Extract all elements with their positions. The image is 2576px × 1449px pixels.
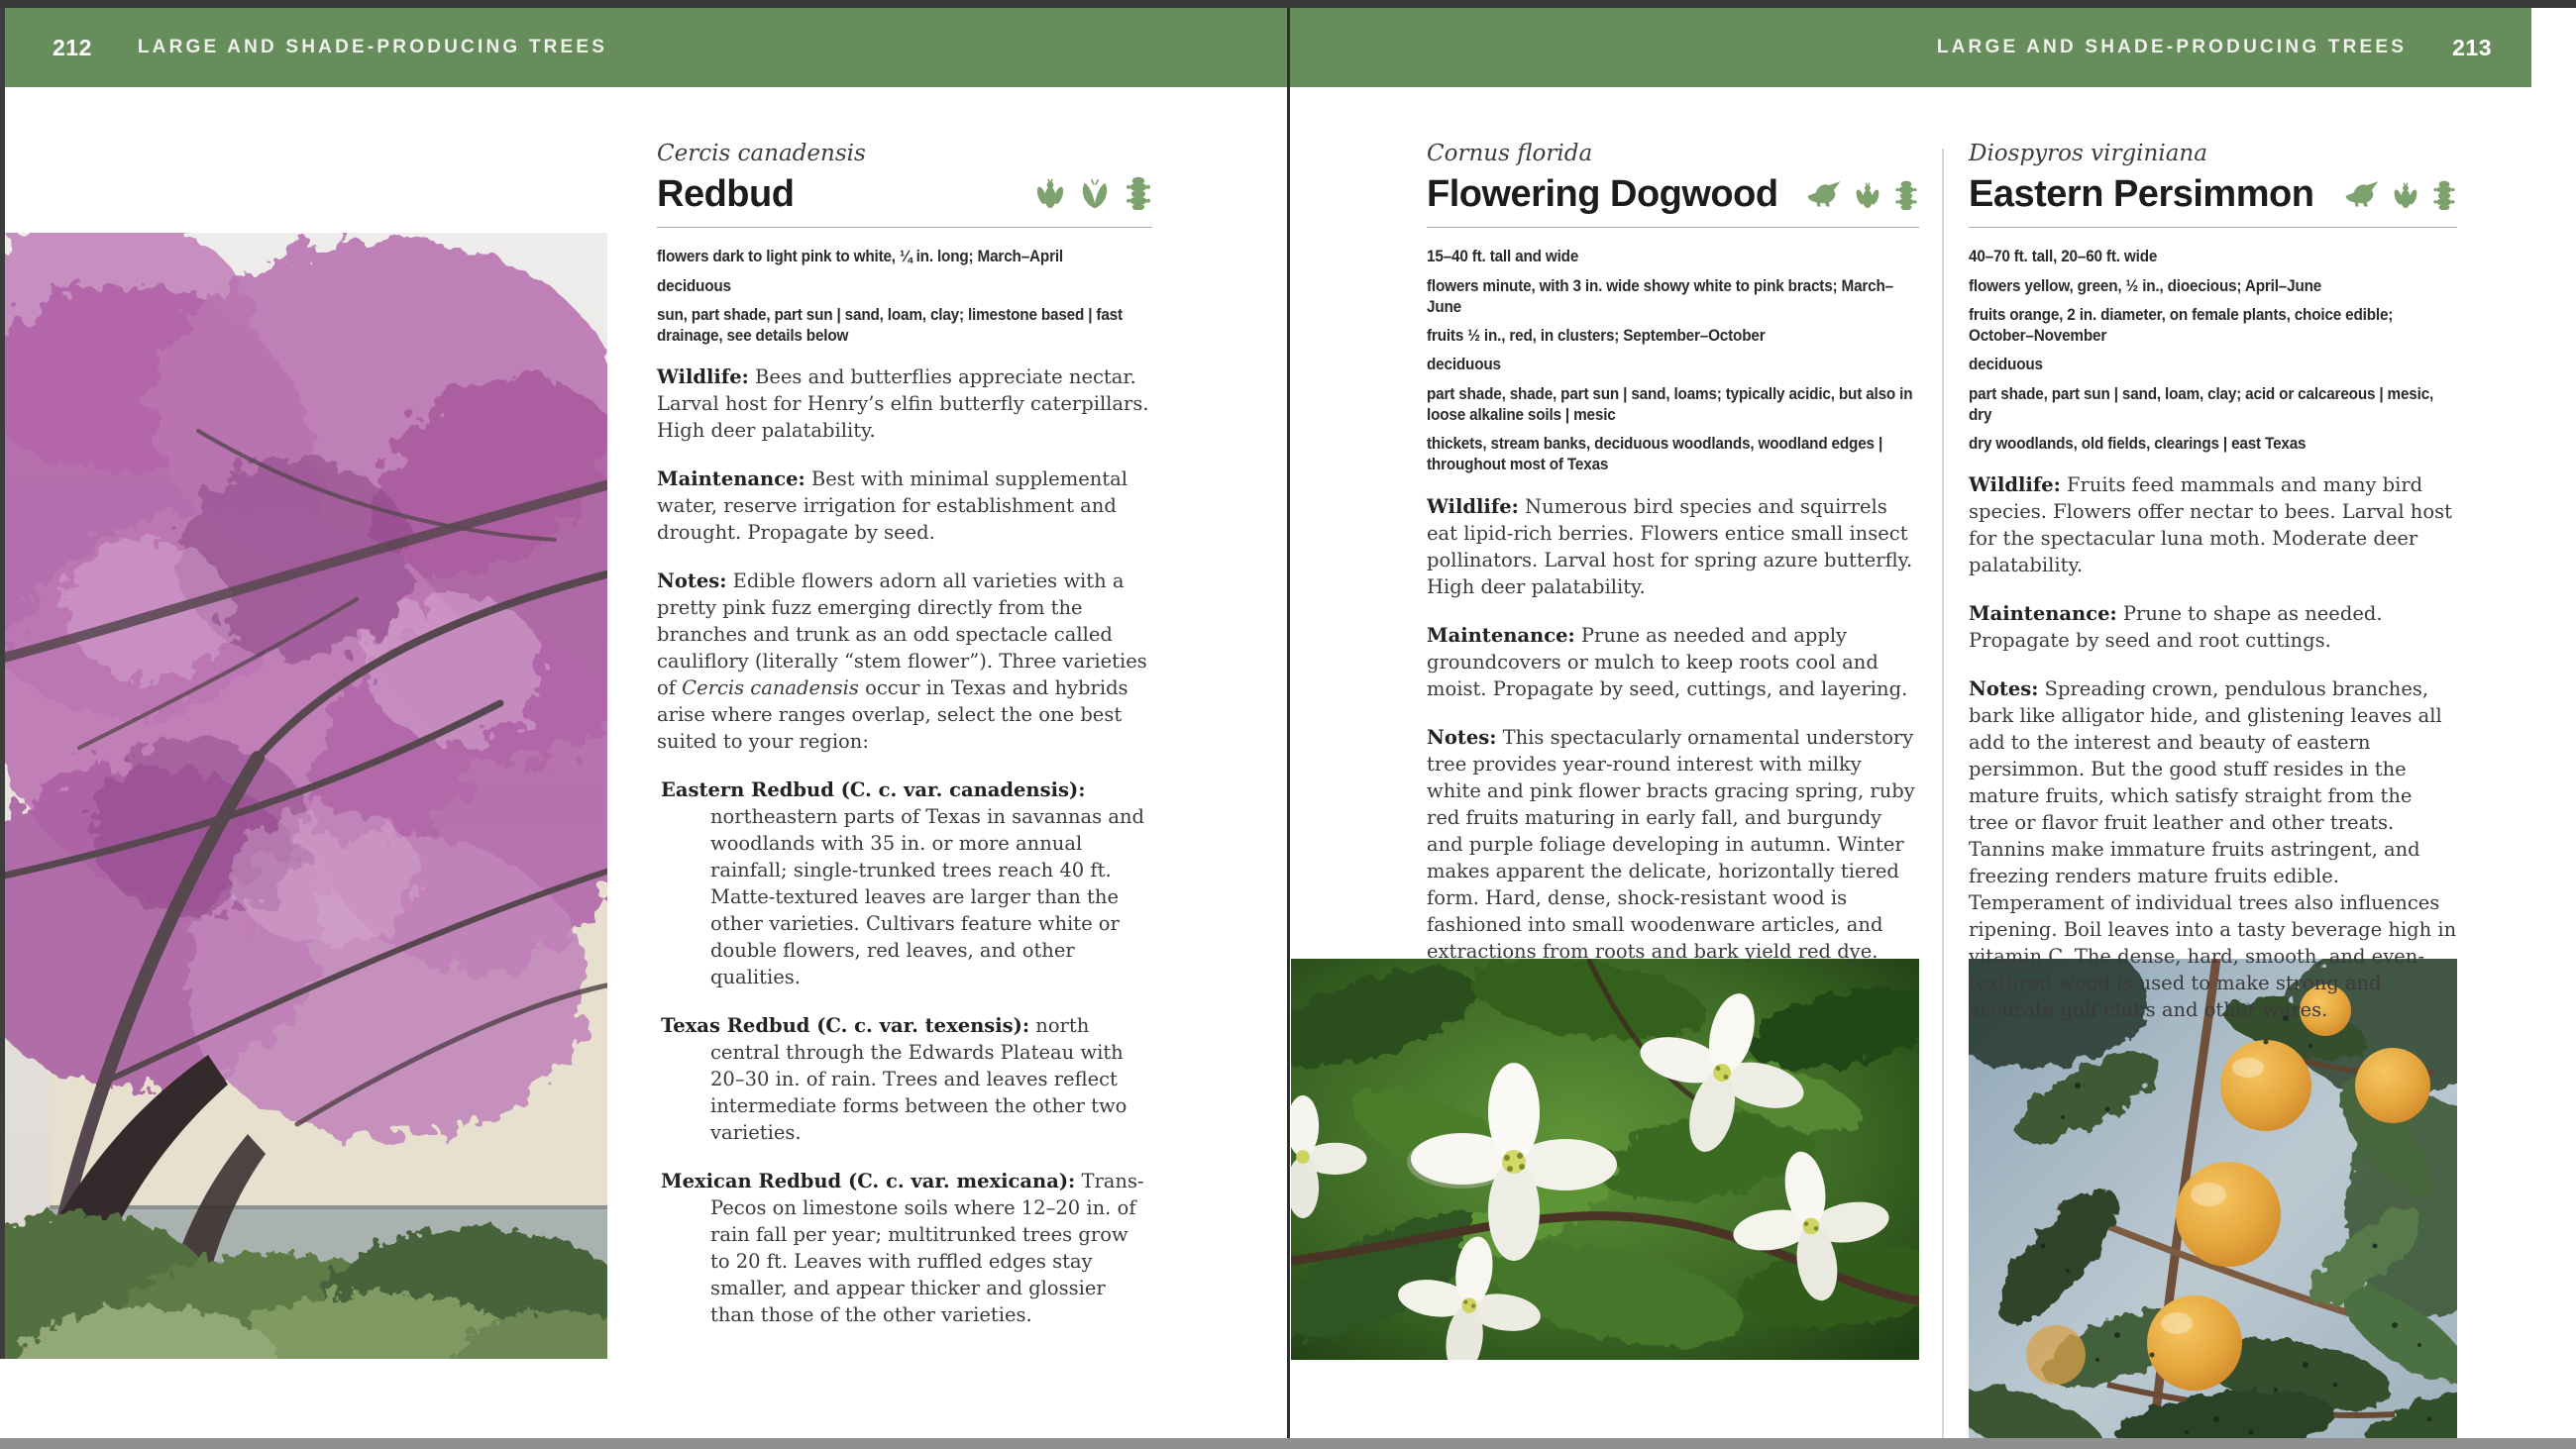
persimmon-title: Eastern Persimmon xyxy=(1969,172,2314,215)
fact-habitat: dry woodlands, old fields, clearings | east Texas xyxy=(1969,434,2307,454)
persimmon-maintenance-paragraph: Maintenance: Prune to shape as needed. Propagate by seed and root cuttings. xyxy=(1969,602,2383,653)
persimmon-latin-name: Diospyros virginiana xyxy=(1969,141,2207,166)
entry-persimmon xyxy=(1969,141,2457,1045)
caterpillar-icon xyxy=(1125,176,1152,210)
page-top-edge xyxy=(0,0,2576,8)
redbud-quick-facts xyxy=(657,246,1152,346)
fact-site: sun, part shade, part sun | sand, loam, clay; limestone based | fast drainage, see details below xyxy=(657,304,1123,346)
dogwood-wildlife-icons xyxy=(1806,180,1919,215)
bird-icon xyxy=(1806,180,1842,210)
title-rule xyxy=(1969,227,2457,228)
redbud-variety-list xyxy=(657,776,1152,1328)
fact-fruits: fruits orange, 2 in. diameter, on female plants, choice edible; October–November xyxy=(1969,304,2394,346)
dogwood-quick-facts xyxy=(1427,246,1919,474)
fact-foliage: deciduous xyxy=(657,275,731,295)
redbud-wildlife-paragraph: Wildlife: Bees and butterflies appreciate nectar. Larval host for Henry’s elfin butterfly caterpillars. High deer palatability. xyxy=(657,365,1149,443)
title-rule xyxy=(1427,227,1919,228)
fact-fruits: fruits ½ in., red, in clusters; September–October xyxy=(1427,326,1766,346)
caterpillar-icon xyxy=(2431,180,2457,210)
running-head-left: LARGE AND SHADE-PRODUCING TREES xyxy=(137,37,608,57)
fact-habitat: thickets, stream banks, deciduous woodlands, woodland edges | throughout most of Texas xyxy=(1427,434,1883,474)
fact-site: part shade, shade, part sun | sand, loams; typically acidic, but also in loose alkaline soils | mesic xyxy=(1427,383,1913,424)
running-head-right: LARGE AND SHADE-PRODUCING TREES xyxy=(1936,37,2408,57)
variety-eastern-redbud: Eastern Redbud (C. c. var. canadensis): northeastern parts of Texas in savannas and woodlands with 35 in. or more annual rainfall; single-trunked trees reach 40 ft. Matte-textured leaves are larger than the other varieties. Cultivars feature white or double flowers, red leaves, and other qualities. xyxy=(661,778,1145,989)
page-number-left: 212 xyxy=(53,34,92,60)
entry-dogwood xyxy=(1427,141,1919,986)
fact-foliage: deciduous xyxy=(1427,355,1501,374)
fact-size: 15–40 ft. tall and wide xyxy=(1427,247,1579,266)
fact-size: 40–70 ft. tall, 20–60 ft. wide xyxy=(1969,247,2158,266)
dogwood-latin-name: Cornus florida xyxy=(1427,141,1593,166)
dogwood-notes-paragraph: Notes: This spectacularly ornamental understory tree provides year-round interest with milky white and pink flower bracts gracing spring, ruby red fruits maturing in early fall, and burgundy and purple foliage developing in autumn. Winter makes apparent the delicate, horizontally tiered form. Hard, dense, shock-resistant wood is fashioned into small woodenware articles, and extractions from roots and bark yield red dye. xyxy=(1427,725,1915,963)
header-left xyxy=(53,35,607,61)
moth-icon xyxy=(1078,176,1112,210)
persimmon-wildlife-icons xyxy=(2344,180,2457,215)
variety-mexican-redbud: Mexican Redbud (C. c. var. mexicana): Trans-Pecos on limestone soils where 12–20 in. of rain fall per year; multitrunked trees grow to 20 ft. Leaves with ruffled edges stay smaller, and appear thicker and glossier than those of the other varieties. xyxy=(661,1170,1144,1327)
dogwood-title: Flowering Dogwood xyxy=(1427,172,1778,215)
fact-foliage: deciduous xyxy=(1969,355,2043,374)
redbud-tree-photo xyxy=(0,233,607,1359)
redbud-maintenance-paragraph: Maintenance: Best with minimal supplemental water, reserve irrigation for establishment and drought. Propagate by seed. xyxy=(657,467,1127,545)
persimmon-wildlife-paragraph: Wildlife: Fruits feed mammals and many bird species. Flowers offer nectar to bees. Larval host for the spectacular luna moth. Moderate deer palatability. xyxy=(1969,473,2452,577)
redbud-latin-name: Cercis canadensis xyxy=(657,141,866,166)
caterpillar-icon xyxy=(1893,180,1919,210)
fact-flowers: flowers dark to light pink to white, ¼ in. long; March–April xyxy=(657,247,1063,266)
dogwood-maintenance-paragraph: Maintenance: Prune as needed and apply groundcovers or mulch to keep roots cool and moist. Propagate by seed, cuttings, and layering. xyxy=(1427,623,1908,700)
title-rule xyxy=(657,227,1152,228)
redbud-title: Redbud xyxy=(657,172,795,215)
fact-flowers: flowers yellow, green, ½ in., dioecious; April–June xyxy=(1969,275,2322,295)
running-header-bar xyxy=(5,8,2531,87)
fact-site: part shade, part sun | sand, loam, clay; acid or calcareous | mesic, dry xyxy=(1969,383,2434,424)
page-left-edge xyxy=(0,0,5,1359)
page-number-right: 213 xyxy=(2452,34,2492,60)
bird-icon xyxy=(2344,180,2380,210)
fact-flowers: flowers minute, with 3 in. wide showy white to pink bracts; March–June xyxy=(1427,275,1894,316)
bee-icon xyxy=(1035,176,1065,210)
redbud-notes-paragraph: Notes: Edible flowers adorn all varieties with a pretty pink fuzz emerging directly from the branches and trunk as an odd spectacle called cauliflory (literally “stem flower”). Three varieties of Cercis canadensis occur in Texas and hybrids arise where ranges overlap, select the one best suited to your region: xyxy=(657,569,1147,754)
column-divider xyxy=(1942,149,1944,1438)
bee-icon xyxy=(1855,180,1880,210)
entry-redbud xyxy=(657,141,1152,1350)
persimmon-quick-facts xyxy=(1969,246,2457,454)
page-bottom-edge xyxy=(0,1438,2576,1449)
variety-texas-redbud: Texas Redbud (C. c. var. texensis): north central through the Edwards Plateau with 20–30 in. of rain. Trees and leaves reflect intermediate forms between the other two varieties. xyxy=(661,1014,1127,1145)
dogwood-wildlife-paragraph: Wildlife: Numerous bird species and squirrels eat lipid-rich berries. Flowers entice small insect pollinators. Larval host for spring azure butterfly. High deer palatability. xyxy=(1427,494,1913,598)
dogwood-flowers-photo xyxy=(1291,959,1919,1360)
persimmon-notes-paragraph: Notes: Spreading crown, pendulous branches, bark like alligator hide, and glistening leaves all add to the interest and beauty of eastern persimmon. But the good stuff resides in the mature fruits, which satisfy straight from the tree or flavor fruit leather and other treats. Tannins make immature fruits astringent, and freezing renders mature fruits edible. Temperament of individual trees also influences ripening. Boil leaves into a tasty beverage high in vitamin C. The dense, hard, smooth, and even-textured wood is used to make strong and accurate golf clubs and other wares. xyxy=(1969,677,2457,1022)
redbud-wildlife-icons xyxy=(1035,176,1152,215)
header-right xyxy=(1937,35,2492,61)
spread-gutter xyxy=(1287,8,1290,1441)
bee-icon xyxy=(2393,180,2418,210)
